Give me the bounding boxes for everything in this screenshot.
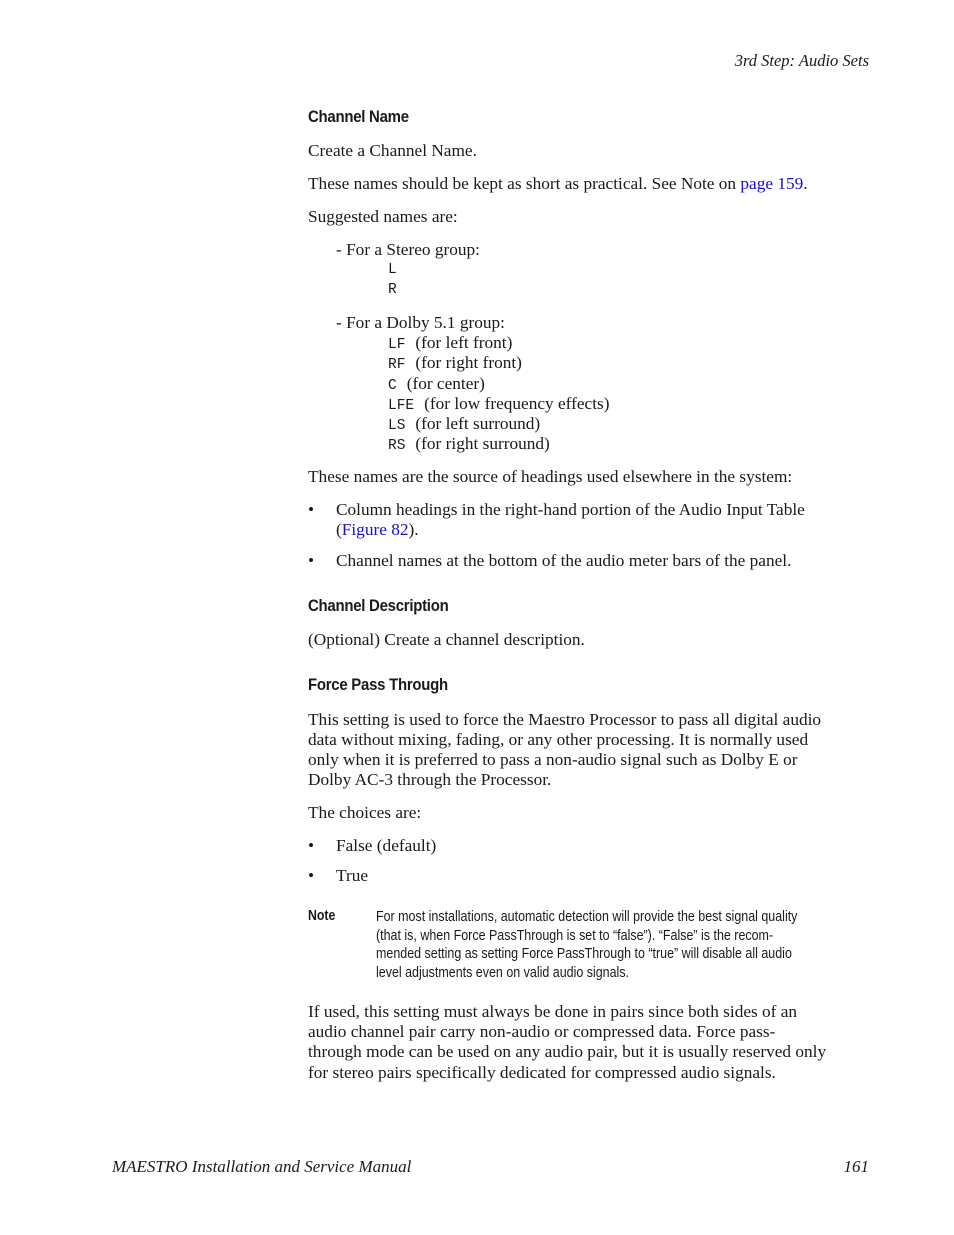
dolby-code: LS [388,418,406,434]
fpt-line: only when it is preferred to pass a non-audio signal such as Dolby E or [308,750,798,769]
dolby-item [388,333,512,353]
stereo-code-r: R [388,282,397,298]
note-label: Note [308,908,336,924]
pairs-line: through mode can be used on any audio pair, but it is usually reserved only [308,1042,827,1061]
page-159-link[interactable]: page 159 [740,174,804,193]
stereo-code-l: L [388,262,397,278]
figure-ref-close: ). [408,520,419,539]
paragraph-optional-description: (Optional) Create a channel description. [308,630,585,649]
dolby-code: RS [388,438,406,454]
bullet-symbol: • [308,500,315,519]
choice-false: False (default) [336,836,437,855]
pairs-line: audio channel pair carry non-audio or compressed data. Force pass- [308,1022,776,1041]
note-line: level adjustments even on valid audio signals. [376,965,630,982]
dolby-group-label: - For a Dolby 5.1 group: [336,313,505,332]
short-names-period: . [803,174,808,193]
bullet-channel-names: Channel names at the bottom of the audio meter bars of the panel. [336,551,792,570]
heading-channel-name: Channel Name [308,107,409,126]
dolby-desc: (for right front) [415,353,522,372]
note-text [376,908,840,983]
paragraph-choices: The choices are: [308,803,422,822]
heading-force-pass-through: Force Pass Through [308,675,448,694]
dolby-code: LF [388,337,406,353]
running-header: 3rd Step: Audio Sets [734,51,869,70]
dolby-code: RF [388,357,406,373]
paragraph-names-source: These names are the source of headings used elsewhere in the system: [308,467,793,486]
figure-82-link[interactable]: Figure 82 [341,520,409,539]
paragraph-suggested-names: Suggested names are: [308,207,458,226]
dolby-desc: (for left surround) [415,414,541,433]
heading-channel-description: Channel Description [308,596,449,615]
note-line: mended setting as setting Force PassThrough to “true” will disable all audio [376,946,792,963]
fpt-line: Dolby AC-3 through the Processor. [308,770,552,789]
fpt-line: This setting is used to force the Maestro Processor to pass all digital audio [308,710,822,729]
dolby-item [388,414,540,434]
stereo-group-label: - For a Stereo group: [336,240,480,259]
footer-manual-title: MAESTRO Installation and Service Manual [112,1157,412,1176]
dolby-item [388,394,609,414]
bullet-symbol: • [308,551,315,570]
choice-true: True [336,866,369,885]
dolby-desc: (for right surround) [415,434,550,453]
dolby-item [388,374,485,394]
dolby-desc: (for left front) [415,333,513,352]
pairs-line: If used, this setting must always be done in pairs since both sides of an [308,1002,798,1021]
bullet-symbol: • [308,866,315,885]
paragraph-short-names [308,174,808,194]
dolby-item [388,434,550,454]
dolby-code: LFE [388,398,415,414]
bullet-figure-ref [336,520,419,540]
figure-ref-open: ( [336,520,342,539]
footer-page-number: 161 [843,1157,869,1176]
note-line: (that is, when Force PassThrough is set to “false”). “False” is the recom- [376,927,774,944]
note-line: For most installations, automatic detection will provide the best signal quality [376,909,798,925]
bullet-symbol: • [308,836,315,855]
dolby-code: C [388,378,397,394]
short-names-text: These names should be kept as short as practical. See Note on [308,174,741,193]
paragraph-create-channel-name: Create a Channel Name. [308,141,477,160]
dolby-desc: (for center) [406,374,485,393]
dolby-desc: (for low frequency effects) [424,394,610,413]
pairs-line: for stereo pairs specifically dedicated for compressed audio signals. [308,1063,776,1082]
bullet-column-headings: Column headings in the right-hand portion of the Audio Input Table [336,500,805,519]
dolby-item [388,353,522,373]
fpt-line: data without mixing, fading, or any other processing. It is normally used [308,730,809,749]
